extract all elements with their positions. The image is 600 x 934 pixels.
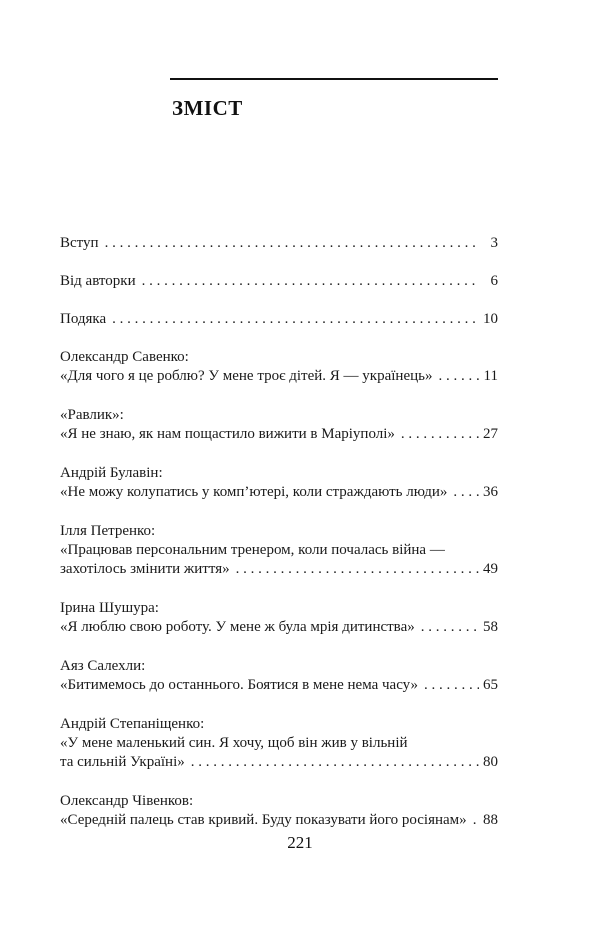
toc-page-number: 3 (490, 235, 498, 251)
toc-page-number: 11 (483, 368, 498, 384)
toc-entry (60, 348, 498, 386)
toc-entry-line (60, 483, 498, 502)
toc-entry-title-line: «У мене маленький син. Я хочу, щоб він жив у вільній (60, 735, 408, 751)
toc-entry (60, 234, 498, 253)
toc-entry-author: Ірина Шушура: (60, 600, 159, 616)
toc-entry (60, 522, 498, 579)
page-title: ЗМІСТ (172, 96, 243, 120)
toc-entry-author: Ілля Петренко: (60, 523, 156, 539)
dot-leader (401, 425, 479, 444)
toc-entry (60, 406, 498, 444)
table-of-contents (60, 234, 498, 830)
toc-entry (60, 599, 498, 637)
heading-rule (170, 78, 498, 80)
toc-entry-author: Олександр Чівенков: (60, 793, 194, 809)
dot-leader (142, 272, 480, 291)
dot-leader (112, 310, 479, 329)
toc-entry-line (60, 560, 498, 579)
toc-entry-title: та сильній Україні» (60, 754, 185, 770)
toc-page-number: 49 (483, 561, 498, 577)
toc-entry-title: «Не можу колупатись у комп’ютері, коли страждають люди» (60, 484, 448, 500)
toc-entry (60, 272, 498, 291)
toc-entry-title: «Битимемось до останнього. Боятися в мене нема часу» (60, 677, 419, 693)
toc-entry (60, 464, 498, 502)
toc-entry-title: захотілось змінити життя» (60, 561, 230, 577)
toc-entry-line (60, 618, 498, 637)
dot-leader (105, 234, 480, 253)
dot-leader (421, 618, 479, 637)
dot-leader (438, 367, 479, 386)
dot-leader (191, 753, 479, 772)
toc-entry-author: «Равлик»: (60, 407, 124, 423)
toc-entry-title: «Я люблю свою роботу. У мене ж була мрія дитинства» (60, 619, 415, 635)
toc-entry-author: Андрій Булавін: (60, 465, 163, 481)
toc-page-number: 36 (483, 484, 498, 500)
toc-entry (60, 792, 498, 830)
toc-entry-line (60, 753, 498, 772)
toc-page-number: 6 (490, 273, 498, 289)
toc-page-number: 88 (483, 812, 498, 828)
toc-entry-line (60, 811, 498, 830)
toc-entry-title: «Середній палець став кривий. Буду показувати його росіянам» (60, 812, 467, 828)
dot-leader (424, 676, 479, 695)
toc-entry-line (60, 234, 498, 253)
toc-entry-author: Олександр Савенко: (60, 349, 189, 365)
toc-entry-line (60, 425, 498, 444)
toc-entry (60, 715, 498, 772)
toc-page-number: 65 (483, 677, 498, 693)
toc-entry-author: Аяз Салехли: (60, 658, 146, 674)
toc-entry-line (60, 272, 498, 291)
toc-entry-line (60, 310, 498, 329)
toc-entry-title: Від авторки (60, 273, 136, 289)
toc-entry (60, 657, 498, 695)
toc-entry (60, 310, 498, 329)
page-number: 221 (287, 833, 313, 852)
toc-page-number: 58 (483, 619, 498, 635)
toc-entry-title: «Для чого я це роблю? У мене троє дітей. Я — українець» (60, 368, 433, 384)
toc-page-number: 80 (483, 754, 498, 770)
toc-entry-author: Андрій Степаніщенко: (60, 716, 205, 732)
toc-entry-line (60, 367, 498, 386)
dot-leader (236, 560, 479, 579)
toc-entry-title: Вступ (60, 235, 99, 251)
toc-entry-title-line: «Працював персональним тренером, коли почалась війна — (60, 542, 445, 558)
dot-leader (473, 811, 479, 830)
toc-page-number: 10 (483, 311, 498, 327)
toc-entry-title: «Я не знаю, як нам пощастило вижити в Маріуполі» (60, 426, 395, 442)
dot-leader (453, 483, 479, 502)
toc-page-number: 27 (483, 426, 498, 442)
toc-entry-title: Подяка (60, 311, 107, 327)
toc-entry-line (60, 676, 498, 695)
